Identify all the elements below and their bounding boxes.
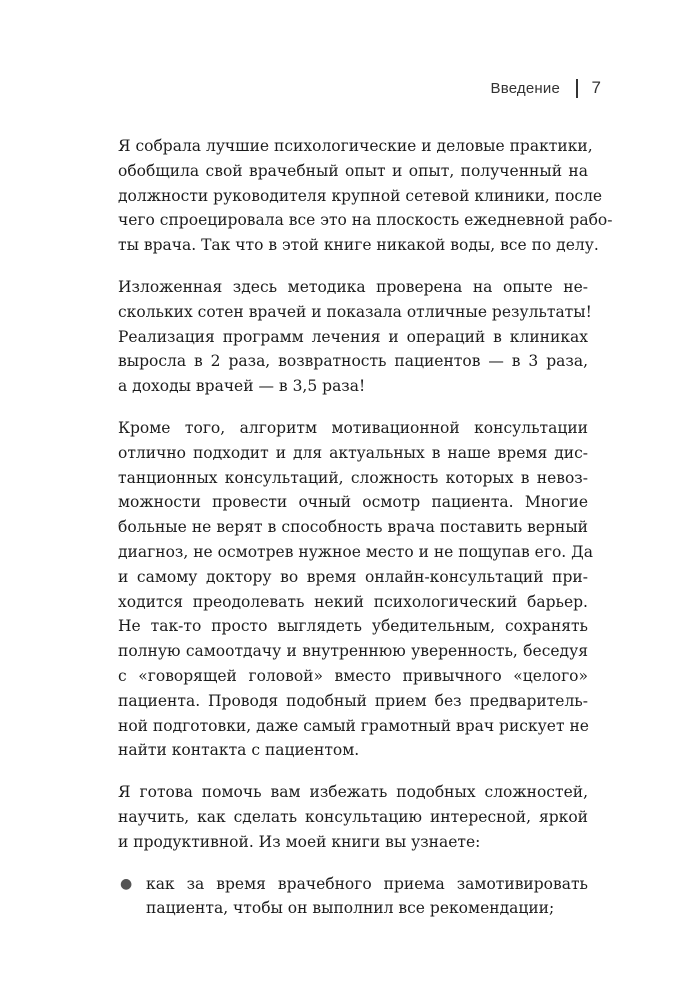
text-line: а доходы врачей — в 3,5 раза! [118,377,366,396]
text-line: ной подготовки, даже самый грамотный врач рискует не [118,716,589,735]
text-line: Кроме того, алгоритм мотивационной консультации [118,418,588,437]
text-line: скольких сотен врачей и показала отличные результаты! [118,302,592,321]
text-line: чего спроецировала все это на плоскость ежедневной рабо- [118,211,613,230]
text-line: должности руководителя крупной сетевой клиники, после [118,186,603,205]
text-line: и самому доктору во время онлайн-консультаций при- [118,567,588,586]
paragraph-3 [118,416,594,763]
text-line: Реализация программ лечения и операций в клиниках [118,327,588,346]
section-title: Введение [490,79,561,97]
list-item [118,872,588,922]
text-line: Я собрала лучшие психологические и деловые практики, [118,137,593,155]
text-line: Я готова помочь вам избежать подобных сложностей, [118,783,588,802]
text-line: с «говорящей головой» вместо привычного «целого» [118,666,588,685]
text-line: танционных консультаций, сложность которых в невоз- [118,468,588,487]
text-line: Изложенная здесь методика проверена на опыте не- [118,277,588,296]
text-line: диагноз, не осмотрев нужное место и не пощупав его. Да [118,542,594,561]
text-line: можности провести очный осмотр пациента. Многие [118,493,588,512]
text-line: и продуктивной. Из моей книги вы узнаете: [118,832,481,851]
text-line: Не так-то просто выглядеть убедительным, сохранять [118,617,588,636]
text-line: больные не верят в способность врача поставить верный [118,518,588,537]
text-line: ты врача. Так что в этой книге никакой воды, все по делу. [118,236,599,255]
text-line: научить, как сделать консультацию интересной, яркой [118,807,588,826]
bullet-dot-icon: ● [120,875,133,892]
paragraph-4 [118,780,588,854]
body-text [118,134,613,921]
text-line: пациента. Проводя подобный прием без предваритель- [118,691,588,710]
text-line: найти контакта с пациентом. [118,741,360,760]
text-line: как за время врачебного приема замотивировать [146,874,588,893]
paragraph-2 [118,275,592,399]
paragraph-1 [118,134,613,258]
text-line: полную самоотдачу и внутреннюю уверенность, беседуя [118,642,588,661]
bullet-list [118,872,588,922]
text-line: пациента, чтобы он выполнил все рекомендации; [146,899,555,918]
header-divider [576,79,578,98]
running-header [491,78,602,98]
text-line: обобщила свой врачебный опыт и опыт, полученный на [118,161,588,180]
text-line: выросла в 2 раза, возвратность пациентов — в 3 раза, [118,352,588,371]
text-line: отлично подходит и для актуальных в наше время дис- [118,443,588,462]
text-line: ходится преодолевать некий психологический барьер. [118,592,588,611]
page-number: 7 [591,78,601,97]
